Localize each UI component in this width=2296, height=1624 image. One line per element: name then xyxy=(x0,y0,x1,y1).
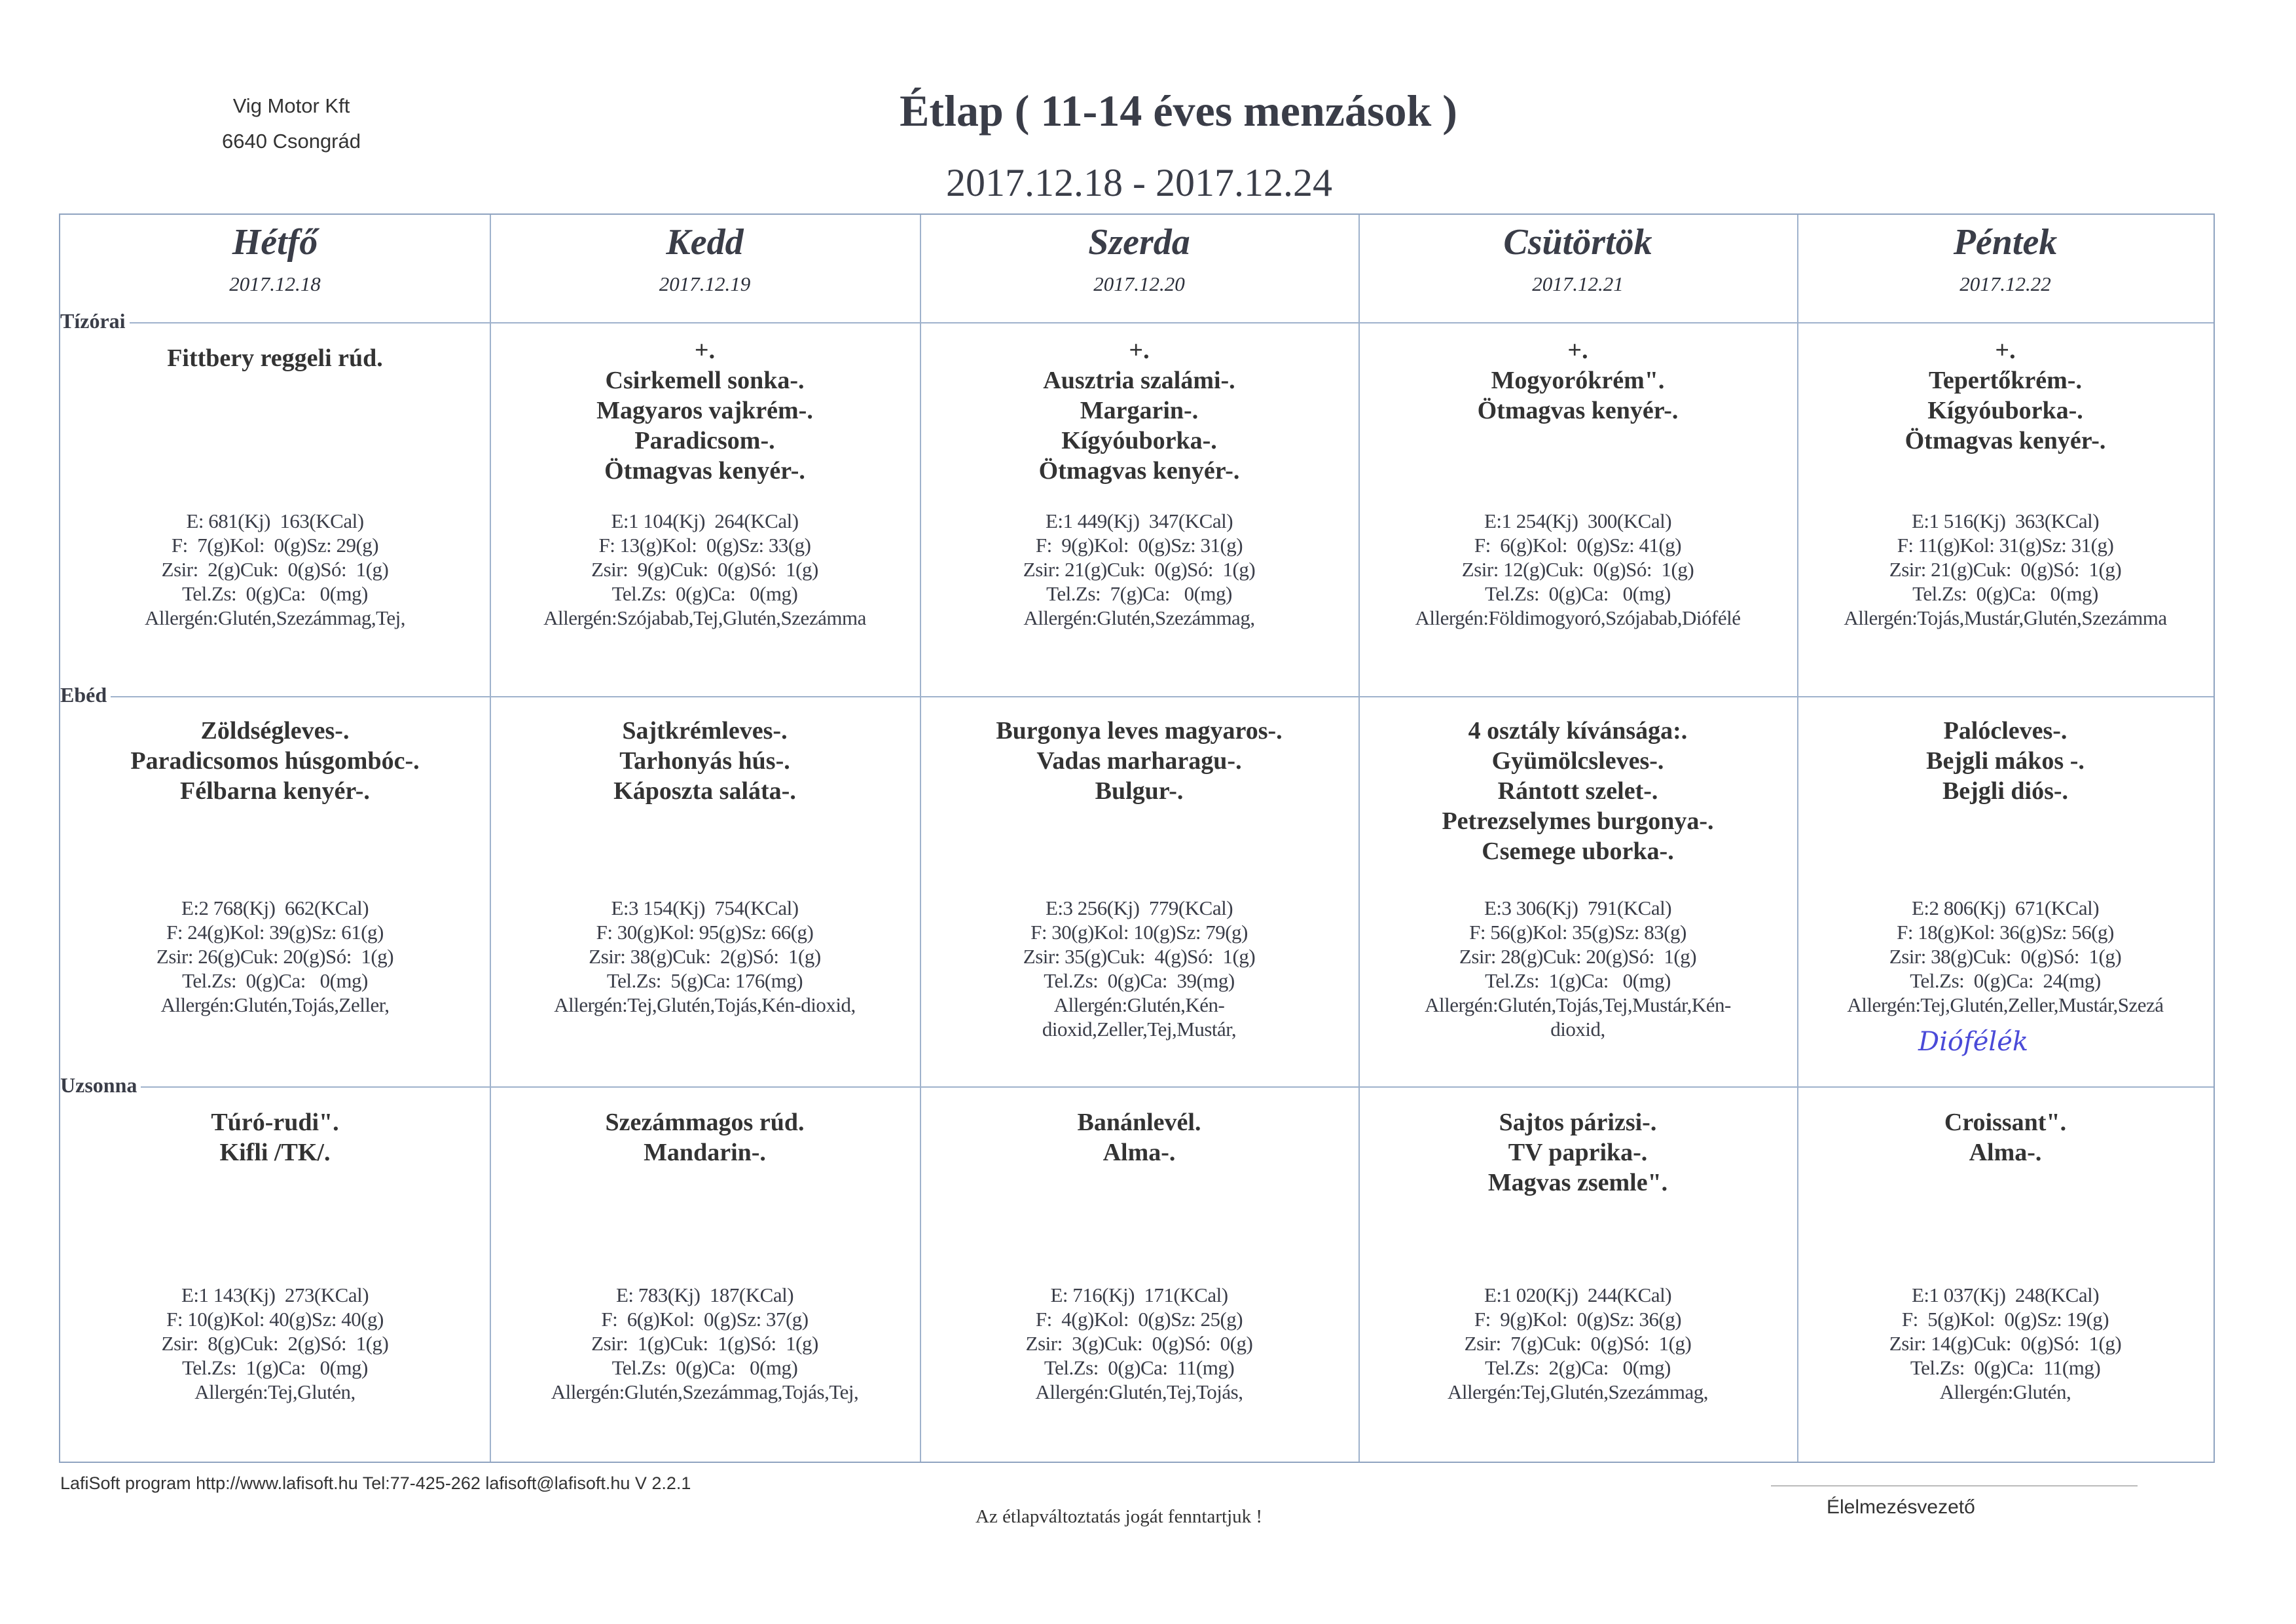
nutrition-line: Tel.Zs: 0(g)Ca: 0(mg) xyxy=(1485,582,1671,605)
meal-label-ebed: Ebéd xyxy=(60,683,111,707)
nutrition-line: E:1 104(Kj) 264(KCal) xyxy=(611,509,799,532)
menu-item: Gyümölcsleves-. xyxy=(1491,747,1664,775)
nutrition-line: E: 716(Kj) 171(KCal) xyxy=(1050,1283,1228,1306)
menu-items xyxy=(60,343,490,373)
nutrition-line: Tel.Zs: 1(g)Ca: 0(mg) xyxy=(182,1356,368,1379)
company-name: Vig Motor Kft xyxy=(232,94,350,117)
nutrition-line: Zsir: 35(g)Cuk: 4(g)Só: 1(g) xyxy=(1023,945,1256,968)
nutrition-line: Zsir: 38(g)Cuk: 0(g)Só: 1(g) xyxy=(1889,945,2122,968)
nutrition-line: E:2 806(Kj) 671(KCal) xyxy=(1911,896,2100,919)
nutrition-line: Tel.Zs: 7(g)Ca: 0(mg) xyxy=(1046,582,1232,605)
day-column xyxy=(920,215,1360,1462)
menu-item: Rántott szelet-. xyxy=(1497,777,1658,805)
nutrition-line: F: 6(g)Kol: 0(g)Sz: 37(g) xyxy=(601,1308,809,1331)
nutrition-line: Tel.Zs: 0(g)Ca: 24(mg) xyxy=(1910,969,2101,992)
nutrition-line: F: 5(g)Kol: 0(g)Sz: 19(g) xyxy=(1901,1308,2109,1331)
nutrition-line: Allergén:Tej,Glutén,Zeller,Mustár,Szezá xyxy=(1847,993,2164,1016)
nutrition-info xyxy=(1797,896,2214,1017)
menu-items xyxy=(60,716,490,806)
nutrition-line: Zsir: 2(g)Cuk: 0(g)Só: 1(g) xyxy=(161,558,389,581)
nutrition-line: E:2 768(Kj) 662(KCal) xyxy=(181,896,369,919)
nutrition-line: F: 9(g)Kol: 0(g)Sz: 36(g) xyxy=(1474,1308,1682,1331)
nutrition-line: E:1 254(Kj) 300(KCal) xyxy=(1484,509,1672,532)
nutrition-line: E: 681(Kj) 163(KCal) xyxy=(186,509,364,532)
nutrition-line: F: 24(g)Kol: 39(g)Sz: 61(g) xyxy=(166,921,384,944)
nutrition-info xyxy=(60,896,490,1017)
menu-item: Csirkemell sonka-. xyxy=(605,367,805,394)
nutrition-line: Allergén:Glutén,Kén- xyxy=(1053,993,1225,1016)
menu-item: Margarin-. xyxy=(1080,397,1199,424)
nutrition-line: E:3 306(Kj) 791(KCal) xyxy=(1484,896,1672,919)
nutrition-line: E:3 154(Kj) 754(KCal) xyxy=(611,896,799,919)
menu-item: Tarhonyás hús-. xyxy=(619,747,790,775)
menu-table xyxy=(59,213,2215,1463)
nutrition-line: F: 30(g)Kol: 95(g)Sz: 66(g) xyxy=(596,921,814,944)
menu-item: Bejgli mákos -. xyxy=(1926,747,2085,775)
nutrition-line: Tel.Zs: 2(g)Ca: 0(mg) xyxy=(1485,1356,1671,1379)
nutrition-info xyxy=(60,1283,490,1404)
menu-item: Bejgli diós-. xyxy=(1942,777,2069,805)
nutrition-line: dioxid,Zeller,Tej,Mustár, xyxy=(1042,1018,1237,1041)
day-name: Szerda xyxy=(1088,222,1190,263)
menu-item: TV paprika-. xyxy=(1508,1139,1648,1166)
menu-item: Kígyóuborka-. xyxy=(1061,427,1217,454)
nutrition-line: Allergén:Glutén,Szezámmag, xyxy=(1023,606,1255,629)
menu-item: +. xyxy=(1129,337,1150,364)
nutrition-line: F: 11(g)Kol: 31(g)Sz: 31(g) xyxy=(1897,534,2114,557)
meal-cell-ebed xyxy=(920,696,1358,1088)
nutrition-line: E:1 020(Kj) 244(KCal) xyxy=(1484,1283,1672,1306)
menu-items xyxy=(1358,1107,1797,1198)
menu-item: Paradicsom-. xyxy=(634,427,775,454)
menu-items xyxy=(1797,716,2214,806)
meal-cell-uzsonna xyxy=(490,1086,920,1462)
meal-cell-uzsonna xyxy=(1358,1086,1797,1462)
day-column xyxy=(490,215,921,1462)
menu-item: Burgonya leves magyaros-. xyxy=(996,717,1283,745)
menu-item: Tepertőkrém-. xyxy=(1929,367,2082,394)
nutrition-line: Zsir: 7(g)Cuk: 0(g)Só: 1(g) xyxy=(1464,1332,1692,1355)
menu-item: Szezámmagos rúd. xyxy=(605,1109,805,1136)
nutrition-line: Tel.Zs: 0(g)Ca: 0(mg) xyxy=(182,969,368,992)
nutrition-line: E:1 449(Kj) 347(KCal) xyxy=(1045,509,1233,532)
nutrition-line: Allergén:Glutén,Tojás,Zeller, xyxy=(160,993,390,1016)
signature-line xyxy=(1771,1485,2138,1486)
handwritten-note: Diófélék xyxy=(1918,1027,2029,1057)
menu-items xyxy=(490,716,920,806)
nutrition-line: Allergén:Tej,Glutén,Szezámmag, xyxy=(1447,1380,1709,1403)
nutrition-line: F: 30(g)Kol: 10(g)Sz: 79(g) xyxy=(1030,921,1248,944)
nutrition-line: Allergén:Szójabab,Tej,Glutén,Szezámma xyxy=(543,606,866,629)
menu-item: Alma-. xyxy=(1969,1139,2042,1166)
menu-item: Palócleves-. xyxy=(1943,717,2068,745)
menu-items xyxy=(1358,716,1797,866)
day-date: 2017.12.19 xyxy=(659,272,751,295)
nutrition-line: E:1 037(Kj) 248(KCal) xyxy=(1911,1283,2100,1306)
menu-item: Magvas zsemle". xyxy=(1487,1169,1668,1196)
menu-item: Ötmagvas kenyér-. xyxy=(604,457,805,485)
nutrition-line: Tel.Zs: 0(g)Ca: 11(mg) xyxy=(1910,1356,2101,1379)
nutrition-line: Tel.Zs: 0(g)Ca: 0(mg) xyxy=(611,582,798,605)
menu-item: +. xyxy=(1995,337,2016,364)
nutrition-line: Tel.Zs: 5(g)Ca: 176(mg) xyxy=(606,969,803,992)
meal-cell-uzsonna xyxy=(60,1086,490,1462)
day-name: Kedd xyxy=(666,222,744,263)
nutrition-line: Allergén:Glutén,Tej,Tojás, xyxy=(1035,1380,1243,1403)
nutrition-line: Tel.Zs: 0(g)Ca: 0(mg) xyxy=(1912,582,2098,605)
company-info xyxy=(196,88,386,159)
nutrition-line: E:3 256(Kj) 779(KCal) xyxy=(1045,896,1233,919)
nutrition-info xyxy=(1797,509,2214,630)
menu-item: Ötmagvas kenyér-. xyxy=(1904,427,2106,454)
meal-cell-tizorai xyxy=(920,322,1358,697)
disclaimer: Az étlapváltoztatás jogát fenntartjuk ! xyxy=(975,1506,1263,1527)
meal-label-uzsonna: Uzsonna xyxy=(60,1073,141,1098)
nutrition-line: E:1 516(Kj) 363(KCal) xyxy=(1911,509,2100,532)
company-address: 6640 Csongrád xyxy=(222,130,361,153)
software-footer: LafiSoft program http://www.lafisoft.hu Tel:77-425-262 lafisoft@lafisoft.hu V 2.2.1 xyxy=(60,1473,691,1493)
nutrition-info xyxy=(60,509,490,630)
nutrition-line: E:1 143(Kj) 273(KCal) xyxy=(181,1283,369,1306)
day-name: Hétfő xyxy=(232,222,318,263)
nutrition-info xyxy=(1358,896,1797,1041)
nutrition-line: F: 7(g)Kol: 0(g)Sz: 29(g) xyxy=(171,534,379,557)
nutrition-info xyxy=(490,1283,920,1404)
menu-item: Bulgur-. xyxy=(1095,777,1184,805)
nutrition-line: Zsir: 3(g)Cuk: 0(g)Só: 0(g) xyxy=(1025,1332,1253,1355)
menu-item: Paradicsomos húsgombóc-. xyxy=(130,747,420,775)
menu-item: Sajtos párizsi-. xyxy=(1499,1109,1657,1136)
nutrition-line: E: 783(Kj) 187(KCal) xyxy=(615,1283,794,1306)
page-title: Étlap ( 11-14 éves menzások ) xyxy=(900,86,1457,136)
menu-items xyxy=(490,1107,920,1168)
menu-item: Ötmagvas kenyér-. xyxy=(1038,457,1240,485)
menu-item: Alma-. xyxy=(1102,1139,1176,1166)
menu-items xyxy=(1358,335,1797,426)
menu-items xyxy=(920,335,1358,486)
nutrition-line: Zsir: 38(g)Cuk: 2(g)Só: 1(g) xyxy=(589,945,821,968)
menu-item: Túró-rudi". xyxy=(211,1109,339,1136)
menu-item: +. xyxy=(694,337,716,364)
menu-item: Sajtkrémleves-. xyxy=(622,717,788,745)
nutrition-line: Zsir: 26(g)Cuk: 20(g)Só: 1(g) xyxy=(156,945,394,968)
meal-label-tizorai: Tízórai xyxy=(60,309,130,333)
menu-item: Mogyorókrém". xyxy=(1491,367,1665,394)
nutrition-line: Allergén:Glutén,Szezámmag,Tej, xyxy=(144,606,406,629)
nutrition-line: Tel.Zs: 0(g)Ca: 39(mg) xyxy=(1044,969,1235,992)
nutrition-line: Allergén:Tej,Glutén, xyxy=(194,1380,355,1403)
menu-item: Ötmagvas kenyér-. xyxy=(1477,397,1679,424)
day-header xyxy=(490,215,920,323)
nutrition-info xyxy=(920,509,1358,630)
menu-items xyxy=(490,335,920,486)
nutrition-line: Allergén:Glutén,Szezámmag,Tojás,Tej, xyxy=(551,1380,859,1403)
nutrition-line: Allergén:Földimogyoró,Szójabab,Diófélé xyxy=(1415,606,1741,629)
menu-item: Fittbery reggeli rúd. xyxy=(167,344,383,372)
menu-item: Petrezselymes burgonya-. xyxy=(1442,807,1714,835)
menu-item: Mandarin-. xyxy=(644,1139,766,1166)
day-header xyxy=(60,215,490,323)
menu-item: Káposzta saláta-. xyxy=(613,777,796,805)
menu-item: +. xyxy=(1567,337,1588,364)
nutrition-line: Zsir: 14(g)Cuk: 0(g)Só: 1(g) xyxy=(1889,1332,2122,1355)
signature-label: Élelmezésvezető xyxy=(1827,1496,1975,1518)
day-date: 2017.12.18 xyxy=(229,272,321,295)
nutrition-line: Tel.Zs: 0(g)Ca: 11(mg) xyxy=(1044,1356,1235,1379)
nutrition-line: F: 9(g)Kol: 0(g)Sz: 31(g) xyxy=(1035,534,1243,557)
meal-cell-tizorai xyxy=(1358,322,1797,697)
menu-items xyxy=(60,1107,490,1168)
nutrition-line: Tel.Zs: 1(g)Ca: 0(mg) xyxy=(1485,969,1671,992)
nutrition-line: Allergén:Glutén,Tojás,Tej,Mustár,Kén- xyxy=(1425,993,1731,1016)
meal-cell-ebed xyxy=(1358,696,1797,1088)
nutrition-line: Zsir: 21(g)Cuk: 0(g)Só: 1(g) xyxy=(1889,558,2122,581)
nutrition-info xyxy=(1358,509,1797,630)
nutrition-line: F: 18(g)Kol: 36(g)Sz: 56(g) xyxy=(1897,921,2114,944)
menu-item: Kifli /TK/. xyxy=(219,1139,331,1166)
menu-item: Csemege uborka-. xyxy=(1482,838,1674,865)
nutrition-line: Allergén:Tej,Glutén,Tojás,Kén-dioxid, xyxy=(554,993,856,1016)
day-date: 2017.12.22 xyxy=(1959,272,2051,295)
nutrition-line: Zsir: 21(g)Cuk: 0(g)Só: 1(g) xyxy=(1023,558,1256,581)
menu-item: Vadas marharagu-. xyxy=(1036,747,1242,775)
menu-item: Ausztria szalámi-. xyxy=(1043,367,1235,394)
meal-cell-uzsonna xyxy=(920,1086,1358,1462)
nutrition-info xyxy=(490,509,920,630)
nutrition-info xyxy=(920,1283,1358,1404)
nutrition-line: Zsir: 8(g)Cuk: 2(g)Só: 1(g) xyxy=(161,1332,389,1355)
menu-item: Croissant". xyxy=(1944,1109,2067,1136)
nutrition-info xyxy=(1797,1283,2214,1404)
menu-item: Félbarna kenyér-. xyxy=(180,777,370,805)
nutrition-line: Allergén:Tojás,Mustár,Glutén,Szezámma xyxy=(1844,606,2167,629)
day-header xyxy=(1797,215,2214,323)
menu-item: Banánlevél. xyxy=(1077,1109,1201,1136)
day-date: 2017.12.21 xyxy=(1532,272,1624,295)
day-name: Péntek xyxy=(1953,222,2058,263)
nutrition-line: Zsir: 9(g)Cuk: 0(g)Só: 1(g) xyxy=(591,558,818,581)
day-name: Csütörtök xyxy=(1503,222,1652,263)
nutrition-line: Allergén:Glutén, xyxy=(1939,1380,2071,1403)
nutrition-line: Tel.Zs: 0(g)Ca: 0(mg) xyxy=(611,1356,798,1379)
nutrition-line: F: 6(g)Kol: 0(g)Sz: 41(g) xyxy=(1474,534,1682,557)
menu-items xyxy=(920,1107,1358,1168)
nutrition-line: F: 56(g)Kol: 35(g)Sz: 83(g) xyxy=(1469,921,1686,944)
nutrition-line: F: 13(g)Kol: 0(g)Sz: 33(g) xyxy=(598,534,811,557)
menu-item: 4 osztály kívánsága:. xyxy=(1468,717,1688,745)
day-date: 2017.12.20 xyxy=(1093,272,1185,295)
meal-cell-tizorai xyxy=(490,322,920,697)
nutrition-info xyxy=(920,896,1358,1041)
day-column xyxy=(60,215,491,1462)
meal-cell-tizorai xyxy=(60,322,490,697)
menu-items xyxy=(1797,335,2214,456)
nutrition-line: Zsir: 1(g)Cuk: 1(g)Só: 1(g) xyxy=(591,1332,818,1355)
nutrition-info xyxy=(490,896,920,1017)
menu-item: Zöldségleves-. xyxy=(200,717,350,745)
menu-item: Magyaros vajkrém-. xyxy=(596,397,813,424)
menu-items xyxy=(920,716,1358,806)
meal-cell-uzsonna xyxy=(1797,1086,2214,1462)
nutrition-line: F: 4(g)Kol: 0(g)Sz: 25(g) xyxy=(1035,1308,1243,1331)
menu-items xyxy=(1797,1107,2214,1168)
nutrition-line: dioxid, xyxy=(1550,1018,1605,1041)
nutrition-line: Zsir: 28(g)Cuk: 20(g)Só: 1(g) xyxy=(1459,945,1697,968)
meal-cell-ebed xyxy=(490,696,920,1088)
date-range: 2017.12.18 - 2017.12.24 xyxy=(946,161,1332,204)
nutrition-line: F: 10(g)Kol: 40(g)Sz: 40(g) xyxy=(166,1308,384,1331)
menu-item: Kígyóuborka-. xyxy=(1927,397,2083,424)
meal-cell-tizorai xyxy=(1797,322,2214,697)
day-column xyxy=(1358,215,1798,1462)
day-column xyxy=(1797,215,2214,1462)
day-header xyxy=(1358,215,1797,323)
meal-cell-ebed xyxy=(60,696,490,1088)
day-header xyxy=(920,215,1358,323)
nutrition-info xyxy=(1358,1283,1797,1404)
nutrition-line: Zsir: 12(g)Cuk: 0(g)Só: 1(g) xyxy=(1461,558,1694,581)
nutrition-line: Tel.Zs: 0(g)Ca: 0(mg) xyxy=(182,582,368,605)
